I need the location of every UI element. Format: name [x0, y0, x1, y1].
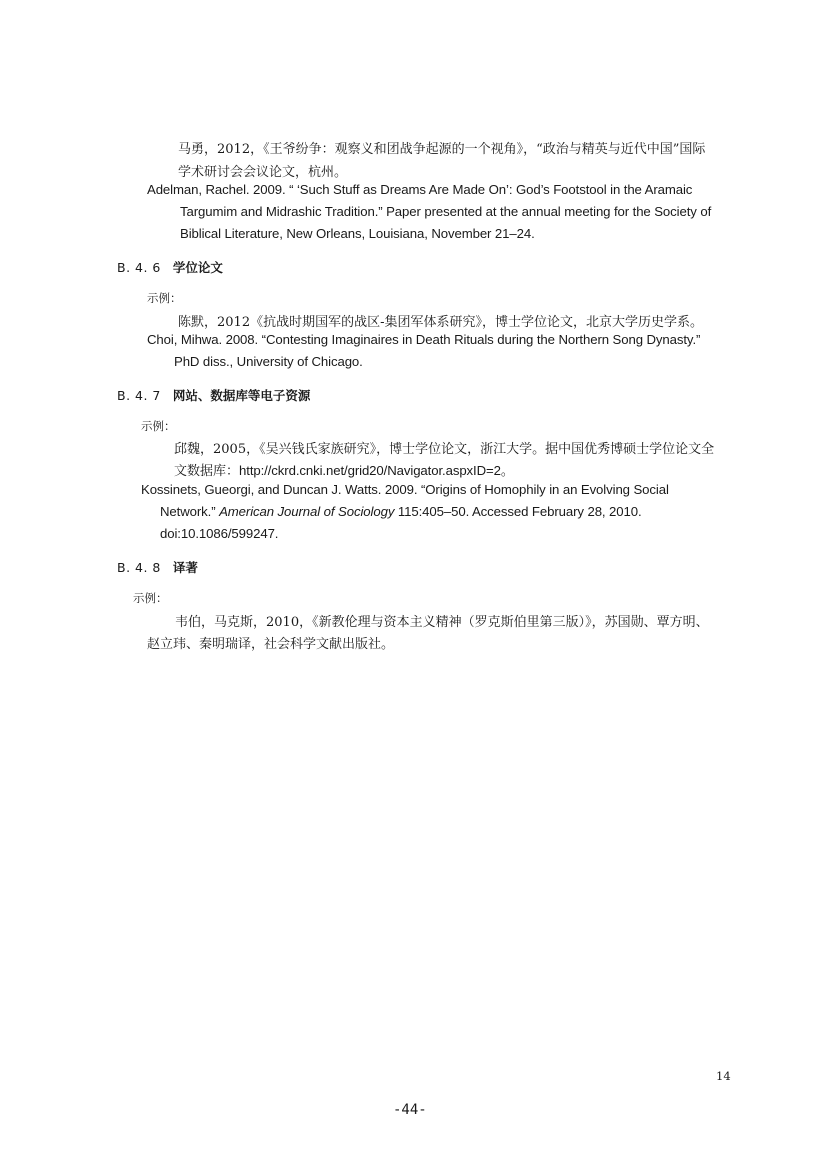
example-label: 示例： [133, 591, 168, 605]
section-heading-b48 [117, 558, 198, 576]
ref-thesis-cn: 陈默，2012《抗战时期国军的战区-集团军体系研究》，博士学位论文，北京大学历史学系。 [178, 315, 703, 330]
ref-conf-en-line2: Targumim and Midrashic Tradition.” Paper presented at the annual meeting for the Society of [180, 204, 712, 219]
section-title: 学位论文 [172, 260, 223, 275]
ref-conf-en-line3: Biblical Literature, New Orleans, Louisiana, November 21–24. [180, 226, 535, 241]
ref-web-en-line3: doi:10.1086/599247. [160, 526, 279, 541]
ref-web-en-line2 [160, 504, 642, 519]
ref-web-cn-prefix: 文数据库： [174, 464, 240, 479]
section-title: 译著 [172, 560, 198, 575]
section-number: B. 4. 6 [117, 260, 161, 275]
ref-thesis-en-line2: PhD diss., University of Chicago. [174, 354, 363, 369]
ref-conf-cn-line1: 马勇，2012，《王爷纷争：观察义和团战争起源的一个视角》，“政治与精英与近代中国”国际 [178, 142, 706, 157]
ref-web-cn-suffix: 。 [500, 464, 514, 479]
section-heading-b46 [117, 258, 223, 276]
journal-title: American Journal of Sociology [219, 504, 395, 519]
section-number: B. 4. 7 [117, 388, 161, 403]
footer-page-number: -44- [393, 1102, 427, 1118]
ref-web-en-line1: Kossinets, Gueorgi, and Duncan J. Watts. 2009. “Origins of Homophily in an Evolving Social [141, 482, 669, 497]
section-heading-b47 [117, 386, 310, 404]
ref-conf-en-line1: Adelman, Rachel. 2009. “ ‘Such Stuff as Dreams Are Made On’: God’s Footstool in the Aramaic [147, 182, 693, 197]
ref-web-en-prefix: Network.” [160, 504, 220, 519]
ref-web-cn-line1: 邱魏，2005，《吴兴钱氏家族研究》，博士学位论文，浙江大学。据中国优秀博硕士学位论文全 [174, 442, 715, 457]
section-title: 网站、数据库等电子资源 [172, 388, 311, 403]
example-label: 示例： [147, 291, 182, 305]
example-label: 示例： [141, 419, 176, 433]
page-number: 14 [716, 1069, 731, 1083]
section-number: B. 4. 8 [117, 560, 161, 575]
ref-translation-cn-line2: 赵立玮、秦明瑞译，社会科学文献出版社。 [147, 637, 395, 652]
ref-web-en-suffix: 115:405–50. Accessed February 28, 2010. [394, 504, 642, 519]
ref-thesis-en-line1: Choi, Mihwa. 2008. “Contesting Imaginaires in Death Rituals during the Northern Song Dynasty.” [147, 332, 701, 347]
ref-conf-cn-line2: 学术研讨会会议论文，杭州。 [178, 165, 348, 180]
ref-translation-cn-line1: 韦伯，马克斯，2010，《新教伦理与资本主义精神（罗克斯伯里第三版）》，苏国勋、覃方明、 [175, 615, 709, 630]
ref-web-cn-line2 [174, 460, 514, 479]
ref-web-url: http://ckrd.cnki.net/grid20/Navigator.aspxID=2 [239, 463, 501, 478]
